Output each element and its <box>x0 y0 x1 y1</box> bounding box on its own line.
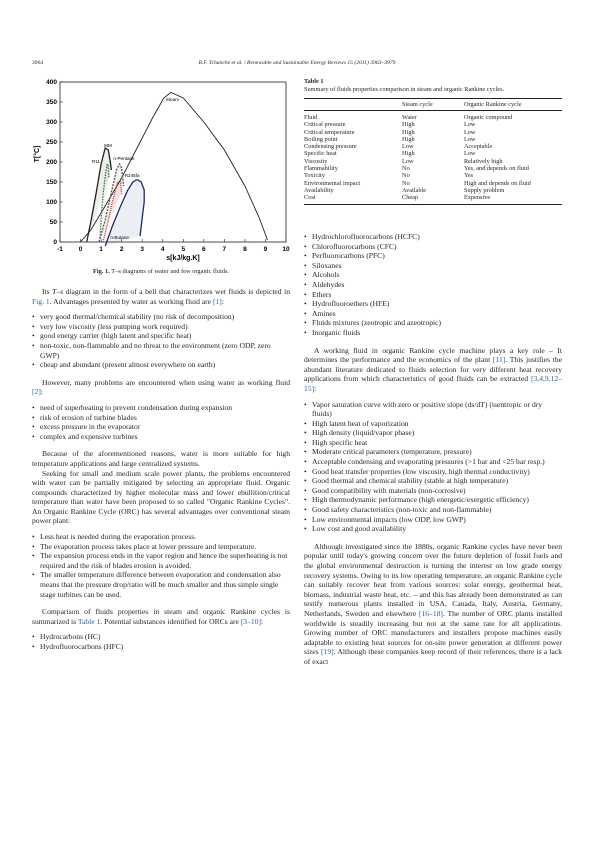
y-tick-label: 100 <box>46 199 57 207</box>
bullet-list <box>32 532 290 599</box>
text: Although investigated since the 1880s, organic Rankine cycles have never been popular until today's growing concern over the future depletion of fossil fuels and the global environmental destruction is turning the interest on low grade energy recovery systems. Owing to its low operating temperature, an organic Rankine cycle can suitably recover heat from various sources: solar energy, geothermal heat, biomass, industrial waste heat, etc. – and this has already been demonstrated as can testify numerous plants installed in USA, Canada, Italy, Austria, Germany, Netherlands, Sweden and elsewhere <box>304 541 562 618</box>
series-annotation: Steam <box>165 97 180 103</box>
table-cell: Relatively high <box>463 157 503 165</box>
text: : <box>40 387 43 397</box>
table-cell: Cost <box>304 194 316 202</box>
x-tick-label: 1 <box>99 246 103 253</box>
page-number: 3964 <box>32 60 44 66</box>
table-reference-link[interactable]: Table 1 <box>77 616 101 626</box>
list-item: • Perfluorocarbons (PFC) <box>304 251 562 261</box>
y-tick-label: 300 <box>46 119 57 127</box>
text: diagram in the form of a bell that characterizes wet fluids is depicted in <box>63 287 291 296</box>
series-annotation: R245fa <box>124 172 140 178</box>
text: . Advantages presented by water as working fluid are <box>49 296 213 306</box>
paragraph <box>304 346 562 394</box>
y-axis-label: T[°C] <box>34 145 41 163</box>
list-item: • Hydrochlorofluorocarbons (HCFC) <box>304 232 562 242</box>
x-tick-label: 6 <box>202 246 206 253</box>
list-item: • need of superheating to prevent condensation during expansion <box>32 403 290 413</box>
table-row <box>304 136 562 143</box>
table-cell: High <box>402 121 415 129</box>
list-item: • Hydrocarbons (HC) <box>32 632 290 642</box>
table-cell: Specific heat <box>304 150 337 158</box>
x-tick-label: 9 <box>263 246 268 253</box>
list-item: • Good compatibility with materials (non-corrosive) <box>304 486 562 496</box>
table-cell: No <box>402 179 410 187</box>
table-cell: Expensive <box>463 194 491 202</box>
table-cell: Flammability <box>304 165 338 173</box>
list-item: • excess pressure in the evaporator <box>32 422 290 432</box>
x-tick-label: 10 <box>282 246 290 253</box>
table-caption: Summary of fluids properties comparison in steam and organic Rankine cycles. <box>304 86 505 93</box>
list-item: • Fluids mixtures (zeotropic and azeotropic) <box>304 318 562 328</box>
citation-link[interactable]: [2] <box>32 387 41 397</box>
list-item: • Less heat is needed during the evaporation process. <box>32 532 290 542</box>
paragraph <box>304 542 562 667</box>
figure-caption-label: Fig. 1. <box>92 268 110 275</box>
list-item: • The expansion process ends in the vapor region and hence the superheating is not required and the risk of blades erosion is avoided. <box>32 551 290 570</box>
series-annotation: n-Butane <box>110 234 129 240</box>
table-cell: Supply problem <box>463 186 505 194</box>
table-cell: Fluid <box>304 114 318 121</box>
chart-plot-area <box>81 92 268 246</box>
table-header-row <box>304 99 562 111</box>
text: . This justifies the abundant literature dedicated to fluids selection for very different heat recovery applications from which characteristics of good fluids can be extracted <box>304 355 563 384</box>
table-cell: Condensing pressure <box>304 143 357 151</box>
x-tick-label: -1 <box>57 246 63 253</box>
bullet-list <box>32 403 290 441</box>
y-tick-label: 50 <box>49 219 57 227</box>
citation-link[interactable]: [11] <box>492 355 506 365</box>
text: Its <box>42 287 53 296</box>
bullet-list <box>32 312 290 370</box>
figure-caption-text: T–s diagrams of water and few organic fluids. <box>109 268 230 275</box>
table-row <box>304 194 562 204</box>
chart-axes <box>33 79 290 262</box>
text: However, many problems are encountered when using water as working fluid <box>42 377 290 387</box>
list-item: • Chlorofluorocarbons (CFC) <box>304 242 562 252</box>
x-axis-label: s[kJ/kg.K] <box>166 255 200 262</box>
paragraph <box>32 378 290 397</box>
table-cell: Low <box>402 143 414 151</box>
table-row <box>304 172 562 179</box>
table-row <box>304 180 562 187</box>
paragraph <box>32 287 290 306</box>
table-row <box>304 121 562 128</box>
list-item: • The smaller temperature difference between evaporation and condensation also means that the pressure drop/ratio will be much smaller and thus simple single stage turbines can be used. <box>32 570 290 599</box>
table-cell: High <box>402 135 415 143</box>
x-tick-label: 5 <box>181 246 186 253</box>
table-cell: Toxicity <box>304 172 325 180</box>
x-tick-label: 2 <box>119 246 124 253</box>
x-tick-label: 7 <box>222 246 227 253</box>
bullet-list <box>304 232 562 338</box>
y-tick-label: 200 <box>46 159 57 167</box>
running-header <box>32 60 562 70</box>
text: . The number of ORC plants installed worldwide is steadily increasing but not at the same rate for all applications. Growing number of ORC manufacturers and installers propose machines easily adaptable to existing heat sources for on-site power generation at different power sizes <box>304 608 562 657</box>
y-tick-label: 250 <box>46 139 57 147</box>
table-row <box>304 187 562 194</box>
figure-reference-link[interactable]: Fig. 1 <box>32 296 50 306</box>
text: . Potential substances identified for ORCs are <box>100 616 241 626</box>
table-title: Table 1 <box>304 78 324 85</box>
list-item: • High latent heat of vaporization <box>304 419 562 429</box>
table-cell: High and depends on fluid <box>463 179 531 187</box>
table-cell: Cheap <box>402 194 419 202</box>
table-cell: Available <box>402 186 427 194</box>
table-cell: Low <box>463 150 476 158</box>
list-item: • High thermodynamic performance (high energetic/exergetic efficiency) <box>304 495 562 505</box>
paragraph <box>32 607 290 626</box>
figure-caption <box>32 268 290 275</box>
citation-link[interactable]: [3–10] <box>240 616 262 626</box>
list-item: • risk of erosion of turbine blades <box>32 413 290 423</box>
table-header-cell: Steam cycle <box>402 101 433 108</box>
list-item: • Aldehydes <box>304 280 562 290</box>
left-text-column <box>32 287 290 660</box>
x-tick-label: 4 <box>160 246 165 253</box>
table-cell: Acceptable <box>463 143 493 151</box>
table-row <box>304 143 562 150</box>
list-item: • Low cost and good availability <box>304 524 562 534</box>
table-cell: Boiling point <box>304 135 338 143</box>
table-cell: No <box>402 172 410 180</box>
table-header-cell: Organic Rankine cycle <box>463 101 522 108</box>
text: Comparison of fluids properties in steam and organic Rankine cycles is summarized is <box>32 607 290 626</box>
table-cell: Low <box>463 135 476 143</box>
list-item: • good energy carrier (high latent and specific heat) <box>32 331 290 341</box>
list-item: • Inorganic fluids <box>304 328 562 338</box>
citation-link[interactable]: [1] <box>212 296 222 306</box>
table-cell: Yes <box>463 172 474 180</box>
list-item: • very low viscosity (less pumping work required) <box>32 322 290 332</box>
table-body <box>304 111 562 205</box>
y-tick-label: 350 <box>46 99 57 107</box>
table-cell: Water <box>402 114 417 121</box>
list-item: • Ethers <box>304 290 562 300</box>
list-item: • Vapor saturation curve with zero or positive slope (ds/dT) (isentropic or dry fluids) <box>304 400 562 419</box>
text: A working fluid in organic Rankine cycle machine plays a key role – It determines the performance and the economics of the plant <box>304 345 562 365</box>
right-text-column <box>304 232 562 667</box>
series-annotation: R11 <box>91 158 100 164</box>
table-cell: Viscosity <box>304 157 328 165</box>
table-cell: Critical pressure <box>304 121 346 129</box>
list-item: • Hydrofluorocarbons (HFC) <box>32 642 290 652</box>
list-item: • Low environmental impacts (low ODP, low GWP) <box>304 515 562 525</box>
table-row <box>304 111 562 122</box>
table-cell: Low <box>402 157 414 165</box>
paragraph: Because of the aforementioned reasons, water is more suitable for high temperature applications and large centralized systems. <box>32 449 290 468</box>
series-annotation: n-Pentane <box>113 156 135 161</box>
list-item: • High density (liquid/vapor phase) <box>304 428 562 438</box>
table-cell: High <box>402 150 415 158</box>
text: : <box>221 296 224 306</box>
list-item: • The evaporation process takes place at lower pressure and temperature. <box>32 542 290 552</box>
list-item: • Siloxanes <box>304 261 562 271</box>
text: : <box>314 383 317 393</box>
table-cell: Yes, and depends on fluid <box>463 165 529 173</box>
list-item: • Good safety characteristics (non-toxic and non-flammable) <box>304 505 562 515</box>
x-tick-label: 0 <box>78 246 83 253</box>
list-item: • Good thermal and chemical stability (stable at high temperature) <box>304 476 562 486</box>
list-item: • High specific heat <box>304 438 562 448</box>
bullet-list <box>304 400 562 534</box>
list-item: • very good thermal/chemical stability (no risk of decomposition) <box>32 312 290 322</box>
running-title: B.F. Tchanche et al. / Renewable and Sustainable Energy Reviews 15 (2011) 3963–3979 <box>198 60 396 66</box>
properties-table <box>304 98 562 205</box>
table-cell: Availability <box>304 186 334 194</box>
ts-diagram-figure <box>28 76 294 262</box>
list-item: • non-toxic, non-flammable and no threat to the environment (zero ODP, zero GWP) <box>32 341 290 360</box>
table-cell: Low <box>463 128 476 136</box>
table-cell: High <box>402 128 415 136</box>
table-header-cell <box>304 99 402 111</box>
text: . Although these companies keep record of their references, there is a lack of exact <box>304 647 562 666</box>
citation-link[interactable]: [3,4,9,12–15] <box>304 374 562 393</box>
table-row <box>304 150 562 157</box>
table-row <box>304 165 562 172</box>
text: : <box>261 616 264 626</box>
list-item: • Good heat transfer properties (low viscosity, high thermal conductivity) <box>304 467 562 477</box>
series-annotation: MM <box>104 142 112 148</box>
y-tick-label: 0 <box>53 239 57 247</box>
list-item: • Alcohols <box>304 270 562 280</box>
citation-link[interactable]: [16–18] <box>418 608 443 618</box>
table-row <box>304 129 562 136</box>
y-tick-label: 400 <box>46 79 57 87</box>
x-tick-label: 3 <box>140 246 144 253</box>
paragraph: Seeking for small and medium scale power plants, the problems encountered with water can be partially mitigated by selecting an appropriate fluid. Organic compounds characterized by higher molecular mass and lower ebullition/critical temperature than water have been proposed to so called "Organic Rankine Cycles". An Organic Rankine Cycle (ORC) has several advantages over conventional steam power plant: <box>32 468 290 526</box>
table-cell: Low <box>463 121 476 129</box>
table-cell: Critical temperature <box>304 128 355 136</box>
list-item: • Acceptable condensing and evaporating pressures (>1 bar and <25 bar resp.) <box>304 457 562 467</box>
list-item: • complex and expensive turbines <box>32 432 290 442</box>
y-tick-label: 150 <box>46 179 57 187</box>
table-row <box>304 158 562 165</box>
list-item: • cheap and abundant (present almost everywhere on earth) <box>32 360 290 370</box>
citation-link[interactable]: [19] <box>321 647 334 657</box>
list-item: • Moderate critical parameters (temperature, pressure) <box>304 447 562 457</box>
table-1 <box>304 78 562 205</box>
table-cell: Environmental impact <box>304 179 361 187</box>
table-cell: Organic compound <box>463 114 513 121</box>
italic-text: T–s <box>52 287 64 296</box>
table-cell: No <box>402 165 410 173</box>
x-tick-label: 8 <box>243 246 247 253</box>
list-item: • Amines <box>304 309 562 319</box>
bullet-list <box>32 632 290 651</box>
list-item: • Hydrofluoroethers (HFE) <box>304 299 562 309</box>
